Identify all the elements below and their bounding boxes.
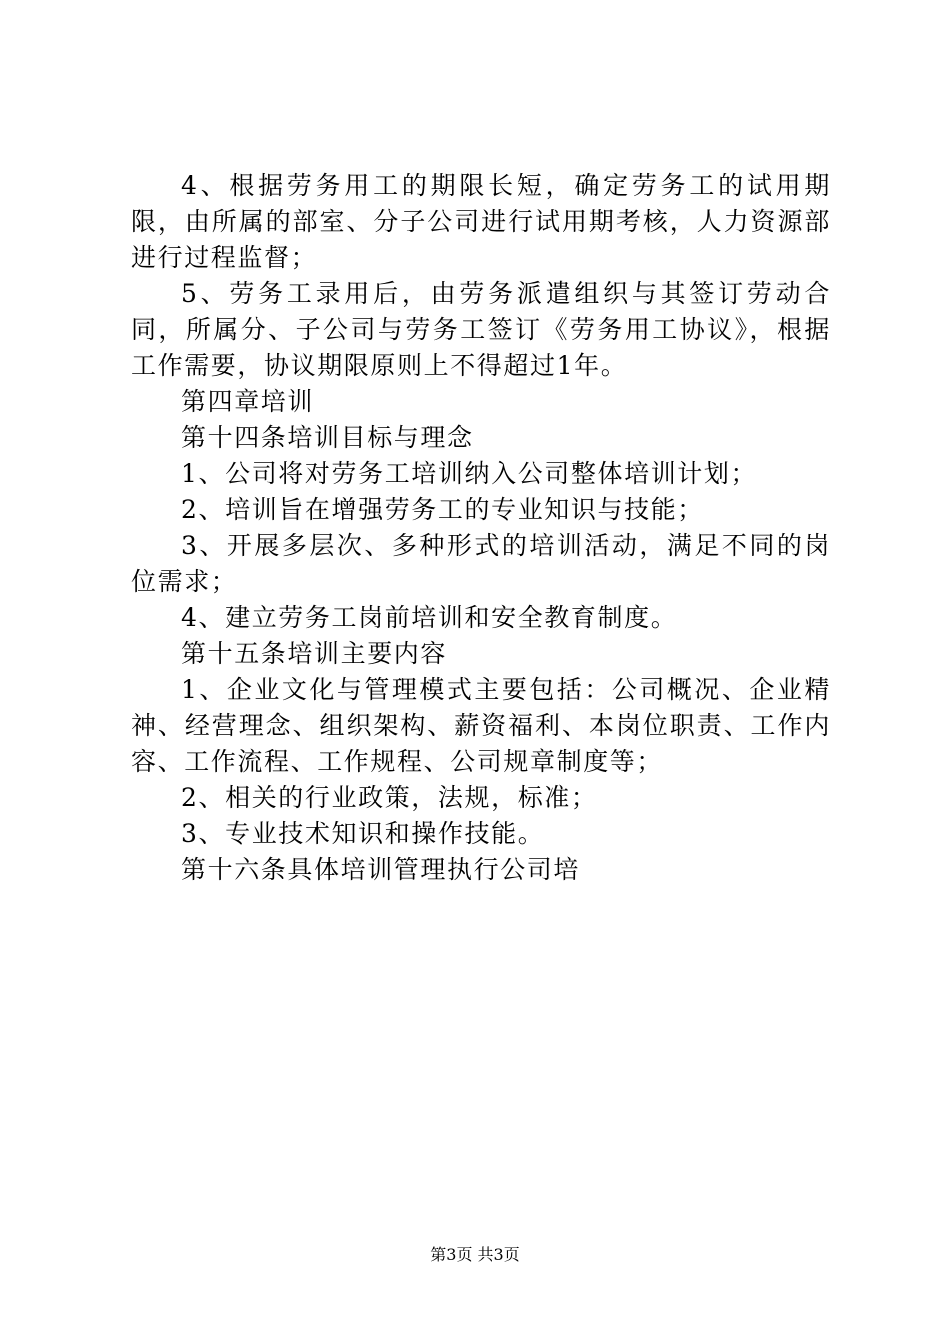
article-16-heading: 第十六条具体培训管理执行公司培 <box>181 855 581 884</box>
article-14-item-3: 3、开展多层次、多种形式的培训活动，满足不同的岗位需求； <box>131 531 831 596</box>
article-15-heading: 第十五条培训主要内容 <box>181 639 448 668</box>
document-body <box>131 168 831 888</box>
paragraph-item-5-contract: 5、劳务工录用后，由劳务派遣组织与其签订劳动合同，所属分、子公司与劳务工签订《劳务用工协议》，根据工作需要，协议期限原则上不得超过1年。 <box>131 279 831 380</box>
article-14-item-1: 1、公司将对劳务工培训纳入公司整体培训计划； <box>181 459 758 488</box>
article-15-item-2: 2、相关的行业政策，法规，标准； <box>181 783 598 812</box>
article-15-item-1: 1、企业文化与管理模式主要包括：公司概况、企业精神、经营理念、组织架构、薪资福利、本岗位职责、工作内容、工作流程、工作规程、公司规章制度等； <box>131 675 831 776</box>
article-14-heading: 第十四条培训目标与理念 <box>181 423 474 452</box>
article-14-item-2: 2、培训旨在增强劳务工的专业知识与技能； <box>181 495 704 524</box>
page-number-footer: 第3页 共3页 <box>430 1245 520 1264</box>
chapter-heading-training: 第四章培训 <box>181 387 315 416</box>
article-15-item-3: 3、专业技术知识和操作技能。 <box>181 819 545 848</box>
paragraph-item-4-probation: 4、根据劳务用工的期限长短，确定劳务工的试用期限，由所属的部室、分子公司进行试用期考核，人力资源部进行过程监督； <box>131 171 831 272</box>
article-14-item-4: 4、建立劳务工岗前培训和安全教育制度。 <box>181 603 678 632</box>
